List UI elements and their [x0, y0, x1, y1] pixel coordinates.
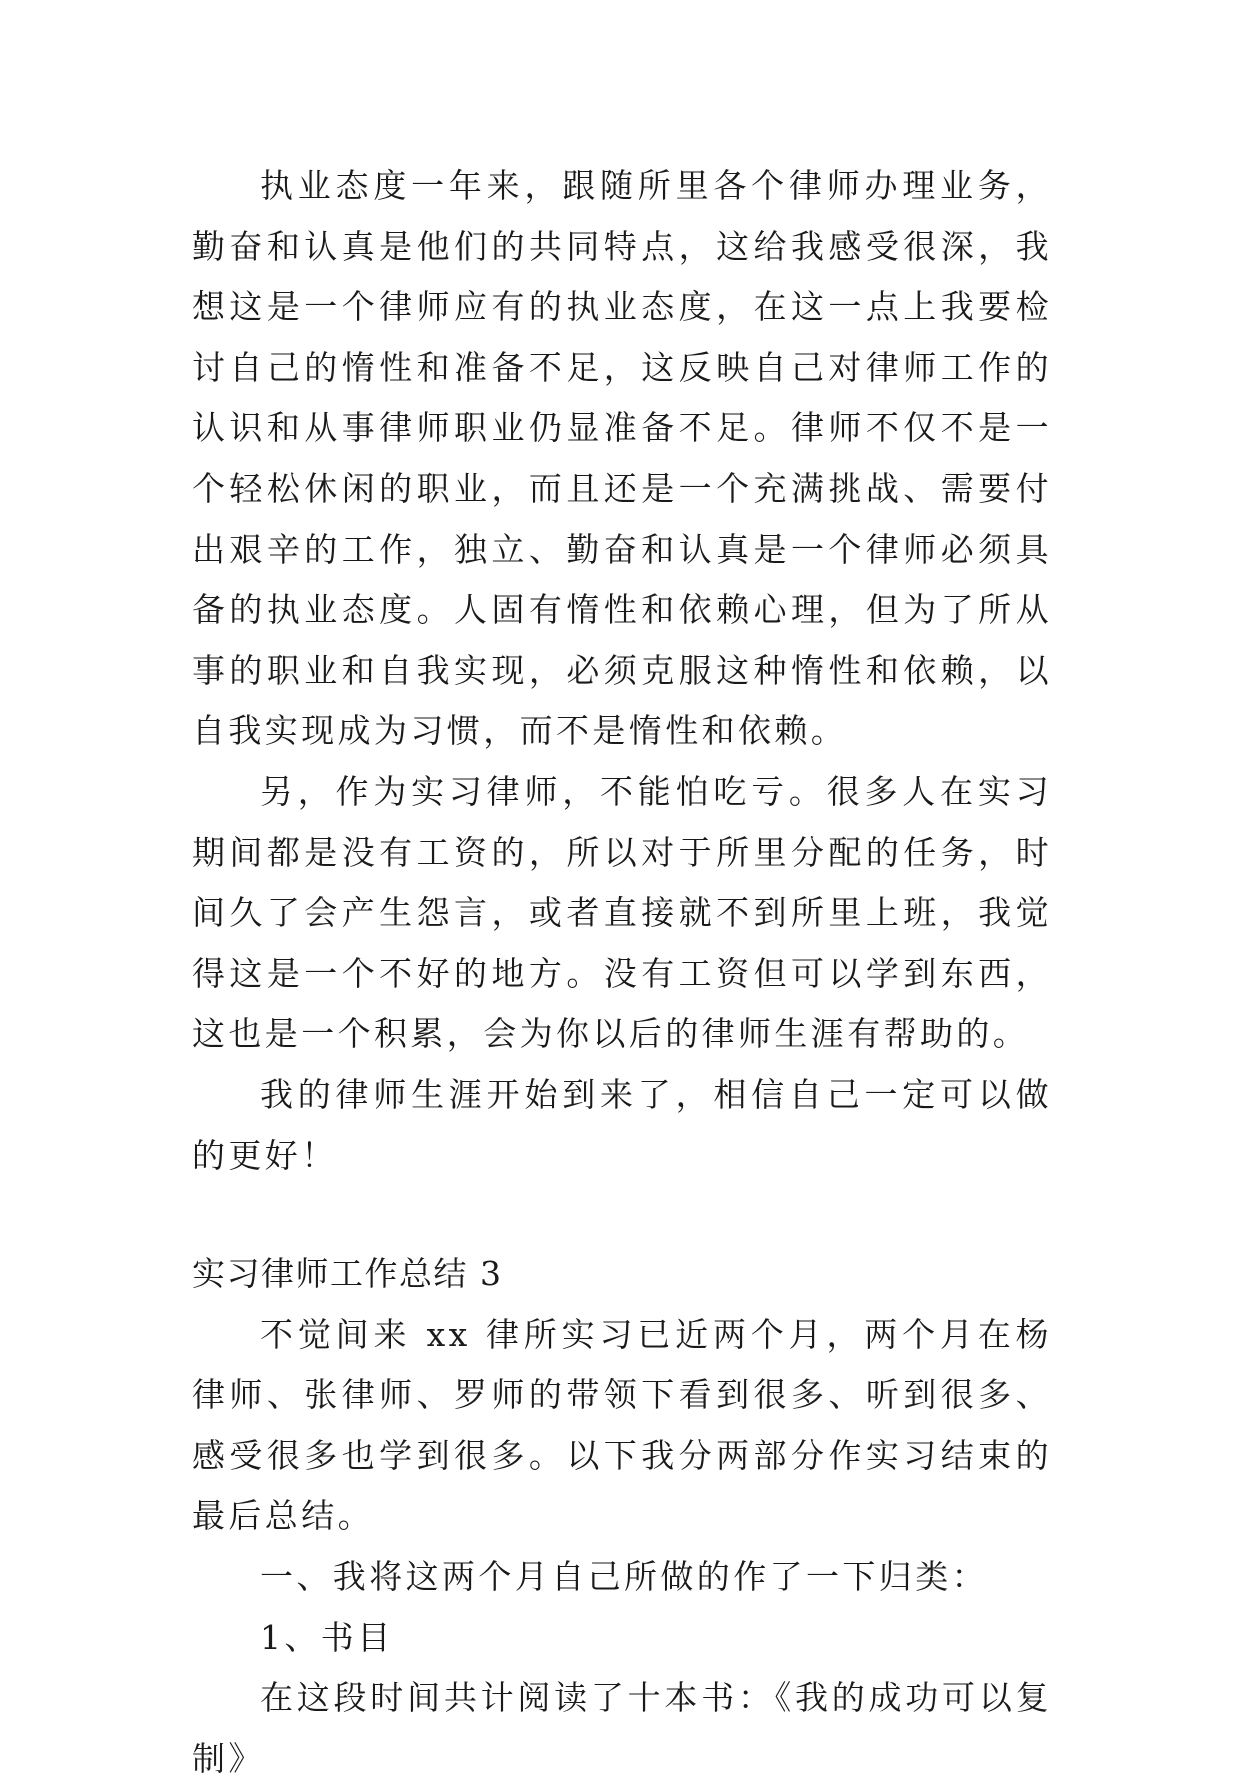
- paragraph-booklist-heading: 1、书目: [260, 1617, 394, 1657]
- paragraph-booklist: 在这段时间共计阅读了十本书：《我的成功可以复制》: [192, 1678, 1052, 1778]
- paragraph-intro: 不觉间来 xx 律所实习已近两个月，两个月在杨律师、张律师、罗师的带领下看到很多、听到很多、感受很多也学到很多。以下我分两部分作实习结束的最后总结。: [192, 1314, 1052, 1536]
- paragraph-no-fear-of-loss: 另，作为实习律师，不能怕吃亏。很多人在实习期间都是没有工资的，所以对于所里分配的任务，时间久了会产生怨言，或者直接就不到所里上班，我觉得这是一个不好的地方。没有工资但可以学到东西，这也是一个积累，会为你以后的律师生涯有帮助的。: [192, 771, 1052, 1054]
- section-title: 实习律师工作总结 3: [192, 1254, 503, 1294]
- paragraph-attitude: 执业态度一年来，跟随所里各个律师办理业务，勤奋和认真是他们的共同特点，这给我感受很深，我想这是一个律师应有的执业态度，在这一点上我要检讨自己的惰性和准备不足，这反映自己对律师工作的认识和从事律师职业仍显准备不足。律师不仅不是一个轻松休闲的职业，而且还是一个充满挑战、需要付出艰辛的工作，独立、勤奋和认真是一个律师必须具备的执业态度。人固有惰性和依赖心理，但为了所从事的职业和自我实现，必须克服这种惰性和依赖，以自我实现成为习惯，而不是惰性和依赖。: [192, 166, 1052, 751]
- document-body: [192, 156, 1052, 1789]
- section-spacer: [192, 1186, 1052, 1244]
- paragraph-career-start: 我的律师生涯开始到来了，相信自己一定可以做的更好！: [192, 1074, 1052, 1175]
- paragraph-category-heading: 一、我将这两个月自己所做的作了一下归类：: [260, 1557, 988, 1597]
